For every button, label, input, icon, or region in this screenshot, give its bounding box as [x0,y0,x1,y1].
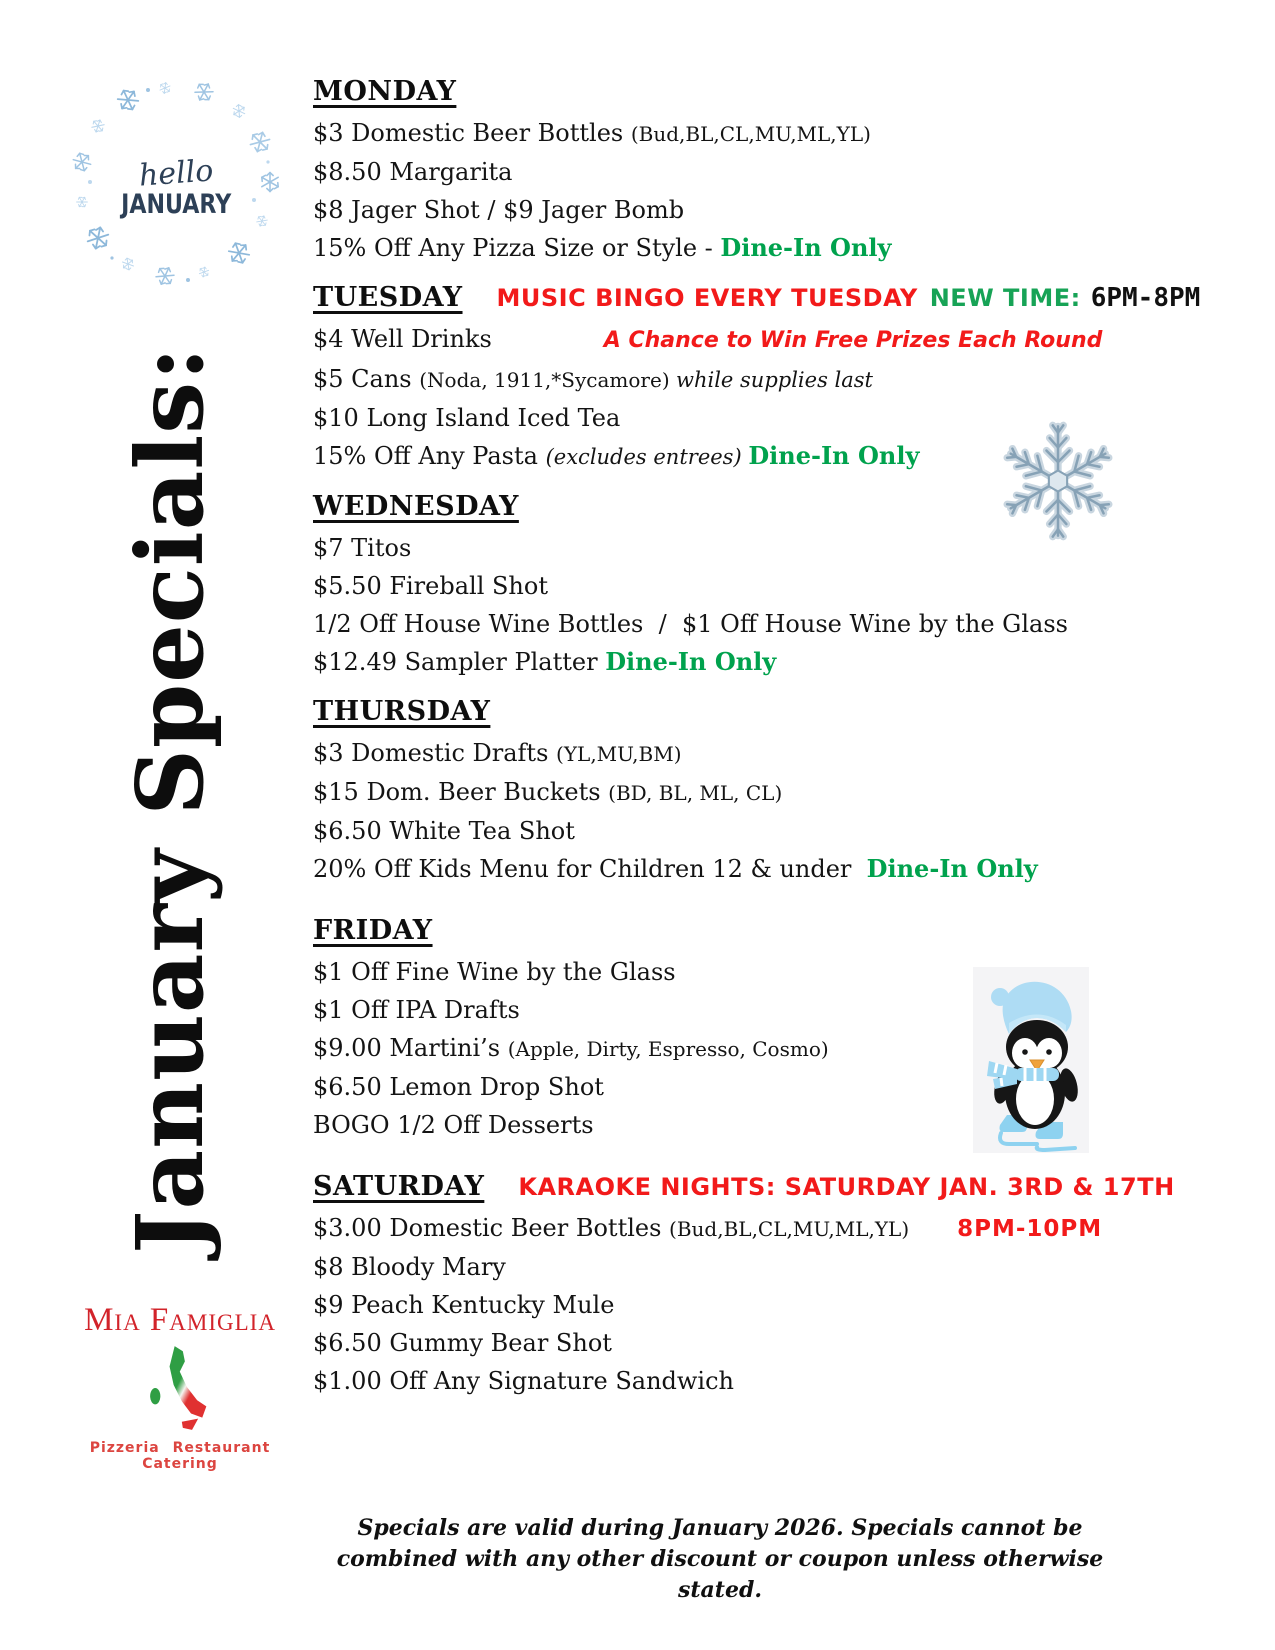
menu-text: 8PM-10PM [957,1216,1103,1242]
heading-note: NEW TIME: [929,284,1081,312]
day-heading: WEDNESDAY [313,491,519,522]
menu-text: $3 Domestic Beer Bottles [313,119,631,147]
menu-text: $12.49 Sampler Platter [313,648,606,676]
menu-text: $6.50 Gummy Bear Shot [313,1329,612,1357]
menu-text: $10 Long Island Iced Tea [313,404,621,432]
vertical-page-title [40,340,300,1260]
heading-note: KARAOKE NIGHTS: SATURDAY JAN. 3RD & 17TH [518,1173,1175,1201]
hello-january-wreath [68,80,284,292]
penguin-icon [973,967,1089,1153]
italy-map-icon [144,1342,216,1434]
menu-text: (Apple, Dirty, Espresso, Cosmo) [507,1037,829,1061]
menu-text: Dine-In Only [748,441,920,470]
heading-note: MUSIC BINGO EVERY TUESDAY [496,284,918,312]
day-heading-row [313,1171,1175,1202]
menu-text: $6.50 White Tea Shot [313,817,575,845]
day-heading-row [313,282,1201,313]
menu-text: $8 Jager Shot / $9 Jager Bomb [313,196,685,224]
menu-text: 1/2 Off House Wine Bottles / $1 Off House Wine by the Glass [313,610,1068,638]
skating-penguin-image [973,967,1089,1153]
menu-text: $8 Bloody Mary [313,1253,506,1281]
footer-disclaimer: Specials are valid during January 2026. Specials cannot be combined with any other discount or coupon unless otherwise stated. [336,1515,1104,1603]
menu-text: $5 Cans [313,365,420,393]
restaurant-logo [60,1302,300,1472]
menu-line [313,320,1163,360]
menu-text: $4 Well Drinks [313,325,492,353]
day-section [313,696,1163,888]
menu-line [313,229,1163,267]
menu-text: $5.50 Fireball Shot [313,572,548,600]
menu-line [313,1209,1163,1248]
day-heading: SATURDAY [313,1171,485,1202]
menu-text: $9.00 Martini’s [313,1034,508,1062]
menu-line [313,850,1163,888]
page-title: January Specials: [116,345,225,1255]
menu-text: (YL,MU,BM) [556,742,682,766]
menu-text: while supplies last [675,368,873,392]
menu-text: (BD, BL, ML, CL) [608,781,783,805]
menu-line [313,1362,1163,1400]
restaurant-name: Mia Famiglia [84,1302,276,1338]
menu-text: (Bud,BL,CL,MU,ML,YL) [669,1217,910,1241]
wreath-text [68,80,284,292]
menu-line [313,114,1163,153]
snowflake-icon [995,418,1121,544]
menu-text: $9 Peach Kentucky Mule [313,1291,615,1319]
day-section [313,1171,1175,1400]
menu-text: $7 Titos [313,534,412,562]
menu-text: Dine-In Only [866,854,1038,883]
menu-line [313,605,1163,643]
menu-text: Dine-In Only [720,233,892,262]
menu-text: (excludes entrees) [545,445,749,469]
menu-line [313,1248,1163,1286]
menu-text: $1.00 Off Any Signature Sandwich [313,1367,735,1395]
menu-text: $8.50 Margarita [313,158,513,186]
day-heading-row [313,696,1163,727]
day-heading-row [313,76,1163,107]
menu-text: $6.50 Lemon Drop Shot [313,1073,604,1101]
day-section [313,76,1163,267]
menu-line [313,812,1163,850]
menu-text: $3.00 Domestic Beer Bottles [313,1214,670,1242]
menu-text: $1 Off IPA Drafts [313,996,520,1024]
snowflake-image [995,418,1121,538]
heading-note: 6PM-8PM [1090,283,1201,313]
menu-text: 15% Off Any Pizza Size or Style - [313,234,721,262]
menu-line [313,567,1163,605]
menu-text: 20% Off Kids Menu for Children 12 & under [313,855,867,883]
menu-text: BOGO 1/2 Off Desserts [313,1111,594,1139]
day-heading: FRIDAY [313,915,433,946]
menu-text: $3 Domestic Drafts [313,739,557,767]
hello-text: hello [137,153,215,194]
menu-line [313,773,1163,812]
menu-text: A Chance to Win Free Prizes Each Round [603,328,1103,353]
menu-text: (Noda, 1911,*Sycamore) [419,368,676,392]
menu-line [313,191,1163,229]
menu-text: Dine-In Only [605,647,777,676]
menu-text: (Bud,BL,CL,MU,ML,YL) [630,122,871,146]
january-text: JANUARY [120,189,232,220]
day-heading: TUESDAY [313,282,463,313]
restaurant-tagline: Pizzeria Restaurant Catering [89,1440,271,1472]
menu-line [313,360,1163,399]
day-heading: THURSDAY [313,696,491,727]
menu-line [313,1286,1163,1324]
menu-line [313,643,1163,681]
day-heading: MONDAY [313,76,457,107]
menu-line [313,153,1163,191]
menu-sections [313,76,1201,1415]
menu-text: 15% Off Any Pasta [313,442,546,470]
menu-line [313,1324,1163,1362]
day-heading-row [313,915,1163,946]
menu-text: $1 Off Fine Wine by the Glass [313,958,676,986]
menu-text: $15 Dom. Beer Buckets [313,778,609,806]
menu-line [313,734,1163,773]
